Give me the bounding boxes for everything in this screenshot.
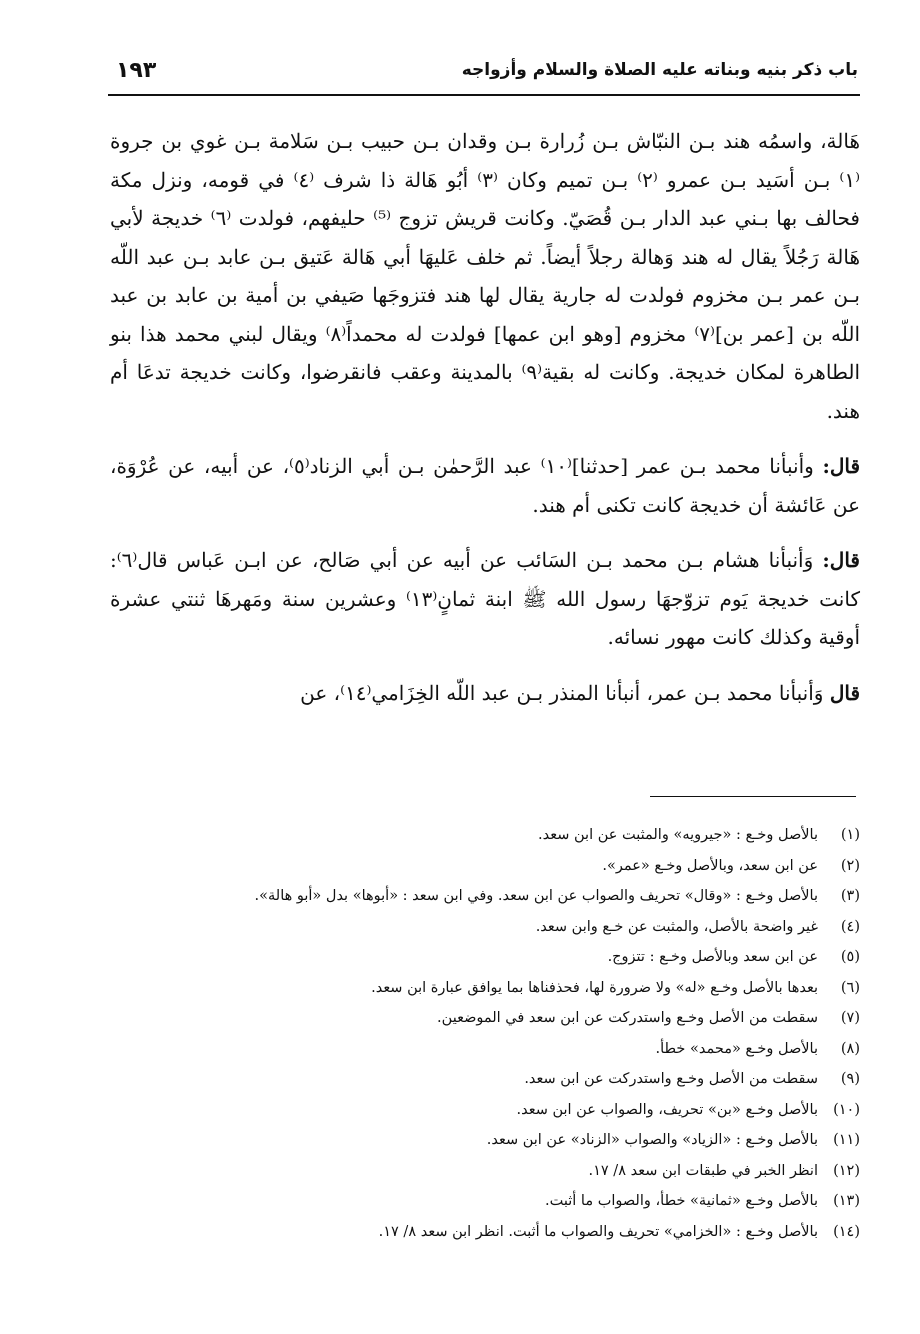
main-text bbox=[110, 122, 860, 729]
footnote-number: (٦) bbox=[840, 979, 860, 996]
paragraph-lead: قال: bbox=[822, 454, 861, 478]
paragraph bbox=[110, 541, 860, 657]
footnote-number: (١٣) bbox=[833, 1193, 860, 1209]
footnote bbox=[120, 942, 860, 973]
paragraph bbox=[110, 122, 860, 430]
footnote-text: سقطت من الأصل وخـع واستدركت عن ابن سعد في الموضعين. bbox=[437, 1010, 818, 1026]
paragraph bbox=[110, 674, 860, 713]
footnote bbox=[120, 973, 860, 1004]
footnote bbox=[120, 1156, 860, 1187]
footnote bbox=[120, 1186, 860, 1217]
footnote-number: (٧) bbox=[840, 1010, 860, 1026]
paragraph-text: وَأنبأنا محمد بـن عمر، أنبأنا المنذر بـن عبد اللّه الخِزَامي⁽١٤⁾، عن bbox=[300, 680, 830, 705]
footnote-text: عن ابن سعد وبالأصل وخـع : تتزوج. bbox=[607, 949, 818, 965]
footnote bbox=[120, 1003, 860, 1034]
paragraph-lead: قال bbox=[829, 680, 860, 705]
footnote-text: بالأصل وخـع «ثمانية» خطأ، والصواب ما أثبت. bbox=[545, 1193, 818, 1209]
footnote-number: (٣) bbox=[840, 888, 860, 904]
running-title: باب ذكر بنيه وبناته عليه الصلاة والسلام وأزواجه bbox=[461, 60, 858, 80]
footnote-text: بالأصل وخـع «محمد» خطأ. bbox=[655, 1040, 818, 1057]
page-number: ١٩٣ bbox=[116, 58, 157, 83]
footnote-number: (٢) bbox=[840, 857, 860, 874]
footnote-number: (٩) bbox=[840, 1071, 860, 1087]
footnote-text: سقطت من الأصل وخـع واستدركت عن ابن سعد. bbox=[524, 1071, 818, 1087]
footnote bbox=[120, 1095, 860, 1126]
footnote-number: (٤) bbox=[840, 918, 860, 935]
paragraph-text: وَأنبأنا هشام بـن محمد بـن السَائب عن أبيه عن أبي صَالح، عن ابـن عَباس قال⁽٦⁾: كانت خديجة يَوم تزوّجهَا رسول الله ﷺ ابنة ثمانٍ⁽١٣⁾ وعشرين سنة ومَهرهَا ثنتي عشرة أوقية وكذلك كانت مهور نسائه. bbox=[110, 548, 860, 649]
footnote-text: بالأصل وخـع : «جيرويه» والمثبت عن ابن سعد. bbox=[538, 827, 818, 843]
page-header bbox=[108, 54, 860, 96]
footnote bbox=[120, 1217, 860, 1248]
footnote-number: (١٤) bbox=[833, 1223, 860, 1240]
footnotes bbox=[120, 820, 860, 1247]
footnote-number: (٨) bbox=[840, 1040, 860, 1057]
paragraph-text: هَالة، واسمُه هند بـن النبّاش بـن زُرارة بـن وقدان بـن حبيب بـن سَلامة بـن غوي بن جروة ⁽١⁾ بـن أسَيد بـن عمرو ⁽٢⁾ بـن تميم وكان ⁽٣⁾ أبُو هَالة ذا شرف ⁽٤⁾ في قومه، ونزل مكة فحالف بها بـني عبد الدار بـن قُصَيّ. وكانت قريش تزوج ⁽⁵⁾ حليفهم، فولدت ⁽٦⁾ خديجة لأبي هَالة رَجُلاً يقال له هند وَهالة رجلاً أيضاً. ثم خلف عَليهَا أبي هَالة عَتيق بـن عابد بـن عبد اللّه بـن عمر بـن مخزوم فولدت له جارية يقال لها هند فتزوجَها صَيفي بن أمية بن عابد بن عبد اللّه بن [عمر بن]⁽٧⁾ مخزوم [وهو ابن عمها] فولدت له محمداً⁽٨⁾ ويقال لبني محمد هذا بنو الطاهرة لمكان خديجة. وكانت له بقية⁽٩⁾ بالمدينة وعقب فانقرضوا، وكانت خديجة تدعَا أم هند. bbox=[110, 129, 861, 423]
footnote bbox=[120, 912, 860, 943]
footnote-number: (١٠) bbox=[833, 1101, 860, 1118]
footnote-number: (١١) bbox=[833, 1132, 860, 1148]
footnote-text: عن ابن سعد، وبالأصل وخـع «عمر». bbox=[602, 857, 818, 874]
footnote bbox=[120, 1034, 860, 1065]
footnote-text: غير واضحة بالأصل، والمثبت عن خـع وابن سعد. bbox=[535, 918, 818, 935]
footnote-text: بالأصل وخـع «بن» تحريف، والصواب عن ابن سعد. bbox=[516, 1101, 818, 1118]
footnote bbox=[120, 851, 860, 882]
footnote bbox=[120, 881, 860, 912]
paragraph-lead: قال: bbox=[822, 548, 860, 572]
footnote-number: (٥) bbox=[840, 949, 860, 965]
footnote-number: (١٢) bbox=[833, 1162, 860, 1179]
footnote bbox=[120, 820, 860, 851]
footnote-text: بالأصل وخـع : «وقال» تحريف والصواب عن ابن سعد. وفي ابن سعد : «أبوها» بدل «أبو هالة». bbox=[254, 888, 818, 904]
footnote-text: انظر الخبر في طبقات ابن سعد ٨/ ١٧. bbox=[588, 1162, 818, 1179]
footnote bbox=[120, 1125, 860, 1156]
footnote-text: بالأصل وخـع : «الزياد» والصواب «الزناد» عن ابن سعد. bbox=[486, 1132, 818, 1148]
footnote-text: بعدها بالأصل وخـع «له» ولا ضرورة لها، فحذفناها بما يوافق عبارة ابن سعد. bbox=[371, 979, 818, 996]
footnote-text: بالأصل وخـع : «الخزامي» تحريف والصواب ما أثبت. انظر ابن سعد ٨/ ١٧. bbox=[378, 1223, 818, 1240]
paragraph-text: وأنبأنا محمد بـن عمر [حدثنا]⁽١٠⁾ عبد الرَّحمٰن بـن أبي الزناد⁽٥⁾، عن أبيه، عن عُرْوَة، عن عَائشة أن خديجة كانت تكنى أم هند. bbox=[110, 454, 860, 517]
footnote bbox=[120, 1064, 860, 1095]
footnote-number: (١) bbox=[840, 827, 860, 843]
footnote-separator bbox=[650, 796, 856, 797]
paragraph bbox=[110, 447, 860, 524]
